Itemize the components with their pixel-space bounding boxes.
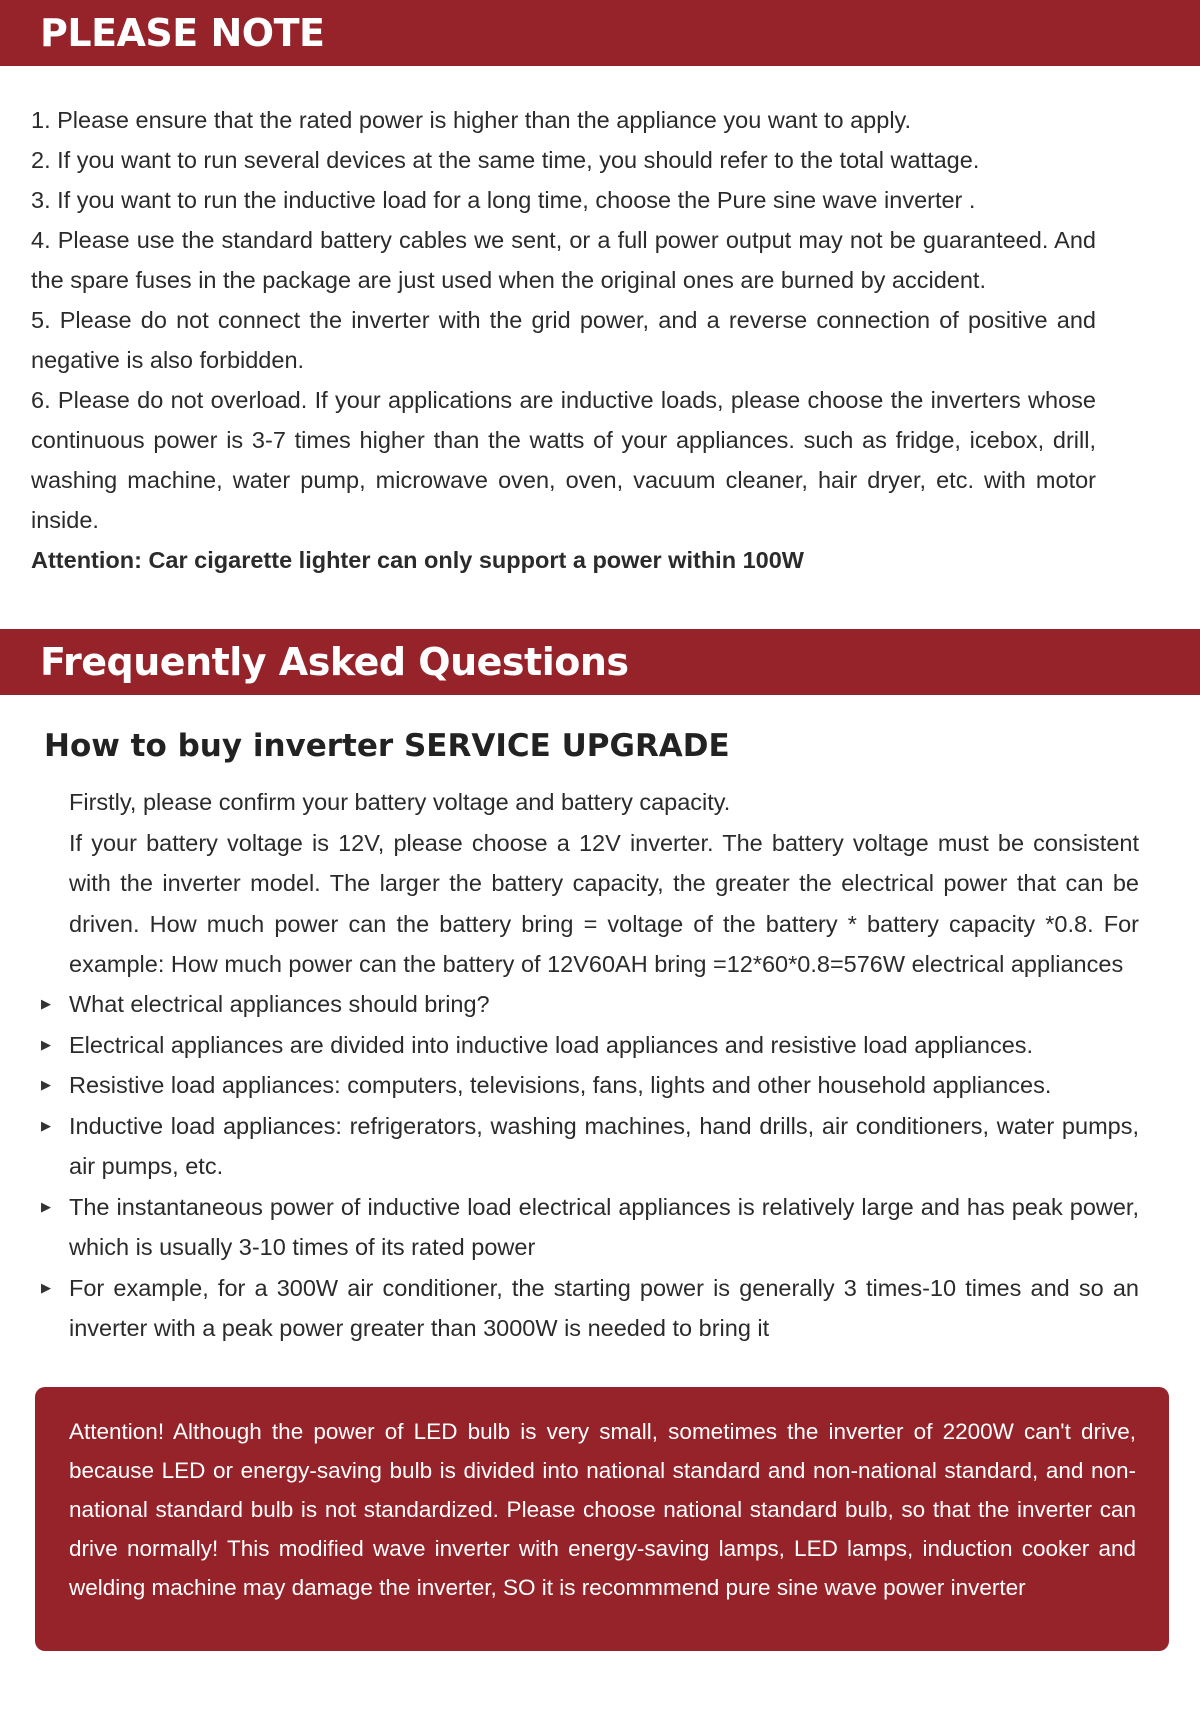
list-item — [36, 984, 1139, 1025]
please-note-banner — [0, 0, 1200, 66]
bullet-text: Resistive load appliances: computers, televisions, fans, lights and other household appliances. — [69, 1072, 1052, 1098]
triangle-bullet-icon: ▶ — [41, 1117, 51, 1133]
note-item: 6. Please do not overload. If your applications are inductive loads, please choose the inverters whose continuous power is 3-7 times higher than the watts of your appliances. such as fridge, icebox, drill, washing machine, water pump, microwave oven, oven, vacuum cleaner, hair dryer, etc. with motor inside. — [31, 387, 1096, 533]
faq-intro — [69, 782, 1139, 985]
bullet-text: What electrical appliances should bring? — [69, 991, 490, 1017]
bullet-text: Inductive load appliances: refrigerators, washing machines, hand drills, air conditioners, water pumps, air pumps, etc. — [69, 1112, 1139, 1179]
faq-banner — [0, 629, 1200, 695]
triangle-bullet-icon: ▶ — [41, 1077, 51, 1092]
list-item — [36, 1187, 1139, 1268]
alert-text: Attention! Although the power of LED bulb is very small, sometimes the inverter of 2200W can't drive, because LED or energy-saving bulb is divided into national standard and non-national standard, and non-national standard bulb is not standardized. Please choose national standard bulb, so that the inverter can drive normally! This modified wave inverter with energy-saving lamps, LED lamps, induction cooker and welding machine may damage the inverter, SO it is recommmend pure sine wave power inverter — [69, 1419, 1136, 1600]
note-item: 5. Please do not connect the inverter with the grid power, and a reverse connection of positive and negative is also forbidden. — [31, 307, 1096, 373]
note-item: 2. If you want to run several devices at the same time, you should refer to the total wattage. — [31, 147, 980, 173]
list-item — [36, 1025, 1139, 1066]
faq-subtitle: How to buy inverter SERVICE UPGRADE — [44, 728, 730, 764]
led-bulb-alert-box — [35, 1387, 1169, 1651]
note-item: 3. If you want to run the inductive load for a long time, choose the Pure sine wave inverter . — [31, 187, 976, 213]
bullet-text: The instantaneous power of inductive load electrical appliances is relatively large and has peak power, which is usually 3-10 times of its rated power — [69, 1193, 1139, 1260]
note-item: 1. Please ensure that the rated power is higher than the appliance you want to apply. — [31, 107, 912, 133]
note-item: 4. Please use the standard battery cables we sent, or a full power output may not be guaranteed. And the spare fuses in the package are just used when the original ones are burned by accident. — [31, 227, 1096, 293]
triangle-bullet-icon: ▶ — [41, 1036, 51, 1052]
list-item — [36, 1106, 1139, 1187]
lighter-attention-note: Attention: Car cigarette lighter can only support a power within 100W — [31, 547, 804, 573]
intro-paragraph: Firstly, please confirm your battery voltage and battery capacity. — [69, 789, 731, 815]
intro-paragraph: If your battery voltage is 12V, please choose a 12V inverter. The battery voltage must be consistent with the inverter model. The larger the battery capacity, the greater the electrical power that can be driven. How much power can the battery bring = voltage of the battery * battery capacity *0.8. For example: How much power can the battery of 12V60AH bring =12*60*0.8=576W electrical appliances — [69, 829, 1139, 977]
list-item — [36, 1268, 1139, 1349]
faq-bullet-list — [36, 984, 1139, 1349]
triangle-bullet-icon: ▶ — [41, 996, 51, 1011]
bullet-text: For example, for a 300W air conditioner, the starting power is generally 3 times-10 times and so an inverter with a peak power greater than 3000W is needed to bring it — [69, 1274, 1139, 1341]
triangle-bullet-icon: ▶ — [41, 1279, 51, 1295]
triangle-bullet-icon: ▶ — [41, 1198, 51, 1214]
faq-title: Frequently Asked Questions — [40, 640, 629, 684]
bullet-text: Electrical appliances are divided into inductive load appliances and resistive load appliances. — [69, 1031, 1034, 1058]
notes-list — [31, 100, 1096, 580]
please-note-title: PLEASE NOTE — [40, 11, 325, 55]
list-item — [36, 1065, 1139, 1106]
